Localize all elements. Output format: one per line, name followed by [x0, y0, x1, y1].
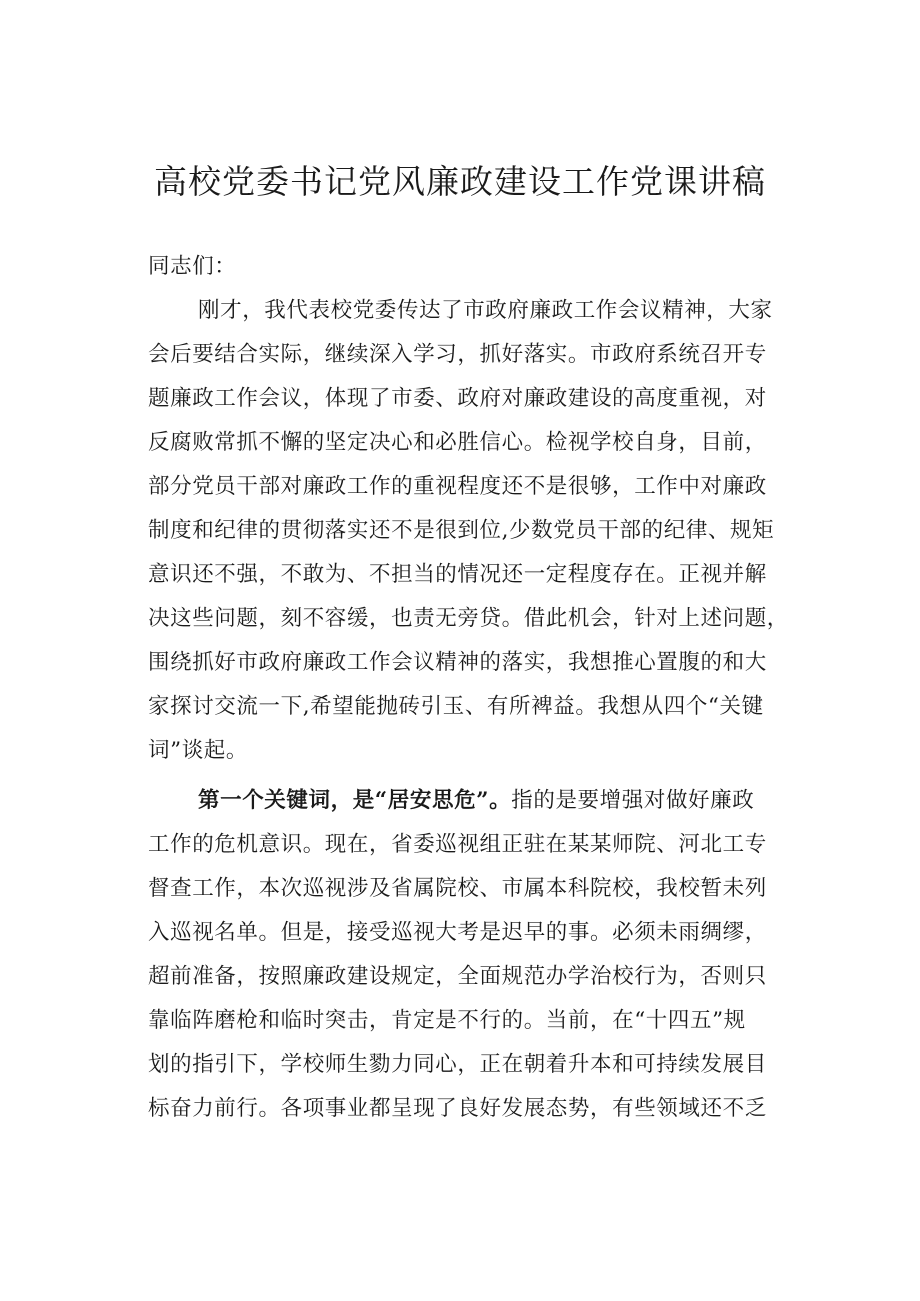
document-title: 高校党委书记党风廉政建设工作党课讲稿: [154, 162, 766, 201]
paragraph-line: 反腐败常抓不懈的坚定决心和必胜信心。检视学校自身，目前，: [148, 430, 767, 455]
paragraph-first-line: [148, 779, 798, 823]
paragraph-line: 超前准备，按照廉政建设规定，全面规范办学治校行为，否则只: [148, 964, 767, 989]
paragraph-line: 题廉政工作会议，体现了市委、政府对廉政建设的高度重视，对: [148, 386, 767, 411]
paragraph-line: 入巡视名单。但是，接受巡视大考是迟早的事。必须未雨绸缪，: [148, 920, 767, 945]
paragraph-line: 围绕抓好市政府廉政工作会议精神的落实，我想推心置腹的和大: [148, 650, 767, 675]
paragraph-line-rest: 指的是要增强对做好廉政: [511, 788, 755, 813]
paragraph-line: 会后要结合实际，继续深入学习，抓好落实。市政府系统召开专: [148, 342, 767, 367]
paragraph-line: 划的指引下，学校师生勠力同心，正在朝着升本和可持续发展目: [148, 1052, 767, 1077]
paragraph-line: 制度和纪律的贯彻落实还不是很到位,少数党员干部的纪律、规矩: [148, 518, 775, 543]
document-body: [148, 245, 798, 1131]
paragraph-line: 工作的危机意识。现在，省委巡视组正驻在某某师院、河北工专: [148, 832, 767, 857]
paragraph-line: 决这些问题，刻不容缓，也责无旁贷。借此机会，针对上述问题，: [148, 606, 789, 631]
paragraph-line: 意识还不强，不敢为、不担当的情况还一定程度存在。正视并解: [148, 562, 767, 587]
paragraph-line: 家探讨交流一下,希望能抛砖引玉、有所裨益。我想从四个“关键: [148, 694, 764, 719]
paragraph-line: 标奋力前行。各项事业都呈现了良好发展态势，有些领域还不乏: [148, 1096, 767, 1121]
paragraph-line: 刚才，我代表校党委传达了市政府廉政工作会议精神，大家: [198, 298, 773, 323]
keyword-heading: 第一个关键词，是“居安思危”。: [198, 788, 512, 813]
paragraph-line: 部分党员干部对廉政工作的重视程度还不是很够，工作中对廉政: [148, 474, 767, 499]
paragraph-1: [148, 289, 798, 773]
paragraph-2: [148, 779, 798, 1131]
salutation: 同志们：: [148, 254, 237, 279]
paragraph-line: 靠临阵磨枪和临时突击，肯定是不行的。当前，在“十四五”规: [148, 1008, 746, 1033]
paragraph-line: 词”谈起。: [148, 738, 248, 763]
paragraph-line: 督查工作，本次巡视涉及省属院校、市属本科院校，我校暂未列: [148, 876, 767, 901]
